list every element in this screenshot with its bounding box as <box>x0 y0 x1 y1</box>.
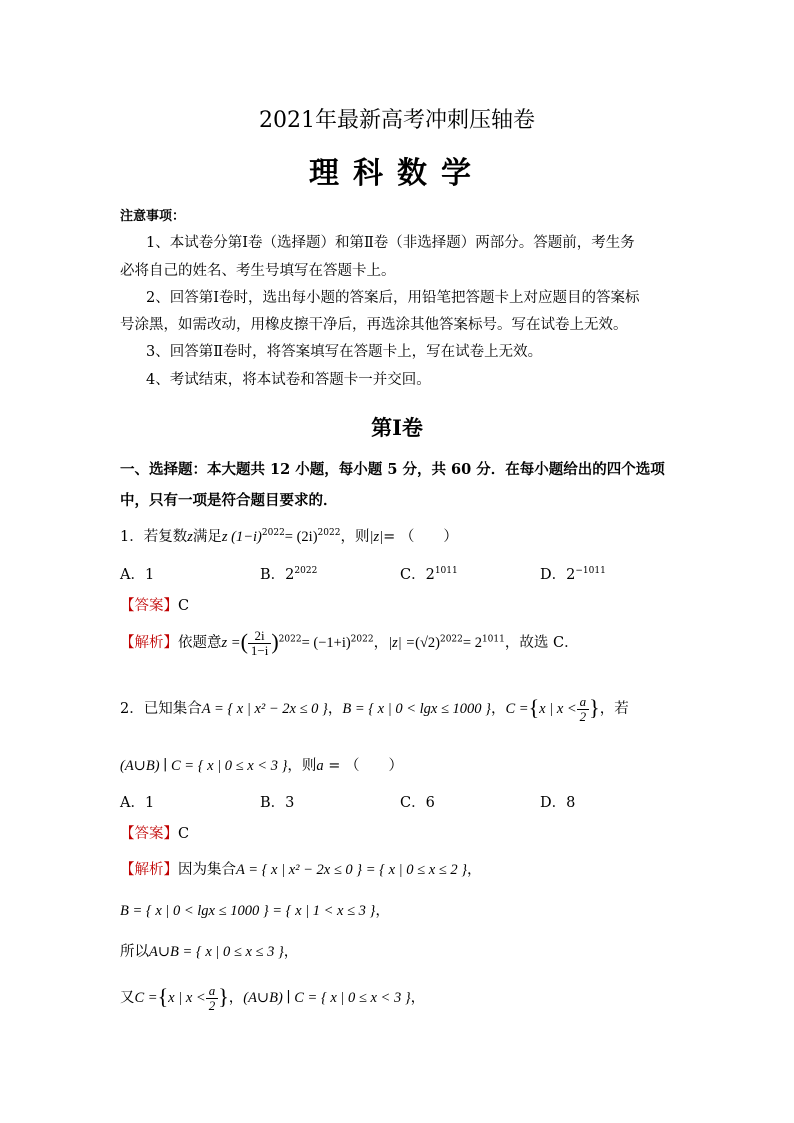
question-2-line2 <box>120 754 403 775</box>
q2-an4-inner: x | x < <box>168 990 206 1007</box>
q1-abs-z: |z| <box>369 529 384 545</box>
q1-prefix: 1．若复数 <box>120 529 188 545</box>
q1-exp: 2022 <box>261 528 285 539</box>
q1-ask: ，则 <box>340 529 370 545</box>
q1-option-b-exp: 2022 <box>294 566 318 577</box>
q1-option-d-exp: −1011 <box>575 566 606 577</box>
q2-analysis-line3 <box>120 940 298 961</box>
q1-mid: 满足 <box>192 529 222 545</box>
q1-analysis-absz: |z| = <box>388 635 416 652</box>
notice-heading: 注意事项： <box>120 209 186 224</box>
q2-line2-math: (A∪B) ∣ C = { x | 0 ≤ x < 3 } <box>120 758 288 774</box>
q2-an1-tail: ， <box>467 862 482 878</box>
q2-an4-num: a <box>206 984 219 999</box>
q2-analysis-line2 <box>120 899 390 920</box>
q2-an4-mid: ， <box>228 990 244 1007</box>
q2-an4-tail: ， <box>410 990 426 1007</box>
q2-an2-math: B = { x | 0 < lgx ≤ 1000 } = { x | 1 < x ≤ 3 } <box>120 903 376 919</box>
q1-eq: = (2i) <box>284 529 318 545</box>
q2-analysis-line4: 又C ={x | x < $\frac{a}{2}$ }，(A∪B) ∣ C = { x | 0 ≤ x < 3 }， <box>120 983 426 1013</box>
q2-option-c: C．6 <box>400 795 435 811</box>
exam-subject: 理科数学 <box>309 156 485 191</box>
q1-analysis-eq2: = (−1+i) <box>301 635 351 652</box>
q2-ruo: ，若 <box>599 701 629 718</box>
q1-option-b <box>260 563 317 584</box>
q1-analysis-exp4: 1011 <box>481 634 505 645</box>
q2-set-c-lhs: C = <box>505 701 529 718</box>
exam-title: 2021年最新高考冲刺压轴卷 <box>259 108 535 133</box>
q2-option-d: D．8 <box>540 795 576 811</box>
q2-comma2: ， <box>490 701 506 718</box>
q2-answer <box>120 822 189 843</box>
q1-analysis-tail: ，故选 C． <box>504 635 579 652</box>
q1-exp2: 2022 <box>317 528 341 539</box>
notice-item-2-line1: 2、回答第Ⅰ卷时，选出每小题的答案后，用铅笔把答题卡上对应题目的答案标 <box>146 290 640 306</box>
q1-var-z: z <box>187 529 193 545</box>
q1-analysis-exp2: 2022 <box>350 634 374 645</box>
notice-item-1-line2: 必将自己的姓名、考生号填写在答题卡上。 <box>120 263 396 279</box>
q2-set-c-num: a <box>577 695 590 710</box>
q1-analysis-den: 1−i <box>250 642 269 658</box>
notice-item-2-line2: 号涂黑，如需改动，用橡皮擦干净后，再选涂其他答案标号。写在试卷上无效。 <box>120 317 628 333</box>
q2-answer-value: C <box>178 826 190 842</box>
q1-option-a: A．1 <box>120 567 155 583</box>
q2-line2-tail: ，则 <box>287 758 317 774</box>
q2-an4-lhs: C = <box>134 990 158 1007</box>
q2-ask-tail: = （ ） <box>323 758 404 774</box>
notice-item-1-line1: 1、本试卷分第Ⅰ卷（选择题）和第Ⅱ卷（非选择题）两部分。答题前，考生务 <box>146 235 635 251</box>
q1-analysis-exp3: 2022 <box>439 634 463 645</box>
q1-analysis-sep: ， <box>373 635 389 652</box>
q2-comma1: ， <box>327 701 343 718</box>
q1-analysis-tag: 【解析】 <box>120 635 178 652</box>
section-instruction-line1: 一、选择题：本大题共 12 小题，每小题 5 分，共 60 分．在每小题给出的四个选项 <box>120 461 665 478</box>
q2-set-c-den: 2 <box>579 708 587 724</box>
q1-option-c <box>400 563 458 584</box>
question-2: 2．已知集合A = { x | x² − 2x ≤ 0 }，B = { x | 0 < lgx ≤ 1000 }，C ={x | x < $\frac{a}{2}$ }，若 <box>120 694 629 724</box>
q2-an4-math: (A∪B) ∣ C = { x | 0 ≤ x < 3 } <box>243 990 411 1007</box>
q1-analysis-text: 依题意 <box>178 635 222 652</box>
q1-answer-value: C <box>178 598 190 614</box>
volume-heading: 第Ⅰ卷 <box>371 415 423 440</box>
q2-analysis-line1 <box>120 858 482 879</box>
q1-analysis-exp: 2022 <box>278 634 302 645</box>
q2-an4-text: 又 <box>120 990 135 1007</box>
q1-analysis-sqrt: (√2) <box>415 635 440 652</box>
q1-option-c-label: C．2 <box>400 567 435 583</box>
q1-analysis-z: z = <box>221 635 241 652</box>
q1-tail: = （ ） <box>383 529 458 545</box>
question-1 <box>120 525 458 546</box>
notice-item-4: 4、考试结束，将本试卷和答题卡一并交回。 <box>146 372 431 388</box>
q2-set-b: B = { x | 0 < lgx ≤ 1000 } <box>342 701 491 718</box>
notice-item-3: 3、回答第Ⅱ卷时，将答案填写在答题卡上，写在试卷上无效。 <box>146 344 543 360</box>
q1-option-d <box>540 563 606 584</box>
q2-analysis-tag: 【解析】 <box>120 862 178 878</box>
q2-answer-tag: 【答案】 <box>120 826 178 842</box>
q1-analysis-num: 2i <box>248 629 271 644</box>
q2-option-a: A．1 <box>120 795 155 811</box>
q1-option-b-label: B．2 <box>260 567 295 583</box>
q1-answer-tag: 【答案】 <box>120 598 178 614</box>
q1-answer <box>120 594 189 615</box>
q2-an1-math: A = { x | x² − 2x ≤ 0 } = { x | 0 ≤ x ≤ 2 } <box>236 862 468 878</box>
q1-condition: z (1−i) <box>221 529 262 545</box>
q2-an3-tail: ， <box>283 944 299 960</box>
q2-an3-text: 所以 <box>120 944 149 960</box>
q2-ask-a: a <box>316 758 324 774</box>
q2-set-c-inner: x | x < <box>539 701 577 718</box>
section-instruction-line2: 中，只有一项是符合题目要求的． <box>120 492 338 509</box>
q1-analysis: 【解析】依题意z =( $\frac{2i}{1-i}$ )$^{2022}= (-1+i)^{2022}$，$|z| =(√2)^{2022}= 2^{1011}$，故选 C． <box>120 628 579 658</box>
q2-an2-tail: ， <box>375 903 390 919</box>
q1-analysis-eq3: = 2 <box>462 635 482 652</box>
q2-an3-math: A∪B = { x | 0 ≤ x ≤ 3 } <box>149 944 284 960</box>
q2-set-a: A = { x | x² − 2x ≤ 0 } <box>201 701 328 718</box>
q2-prefix: 2．已知集合 <box>120 701 202 718</box>
q1-option-c-exp: 1011 <box>434 566 458 577</box>
q2-option-b: B．3 <box>260 795 295 811</box>
q2-an4-den: 2 <box>208 997 216 1013</box>
q2-an1-text: 因为集合 <box>178 862 236 878</box>
q1-option-d-label: D．2 <box>540 567 576 583</box>
